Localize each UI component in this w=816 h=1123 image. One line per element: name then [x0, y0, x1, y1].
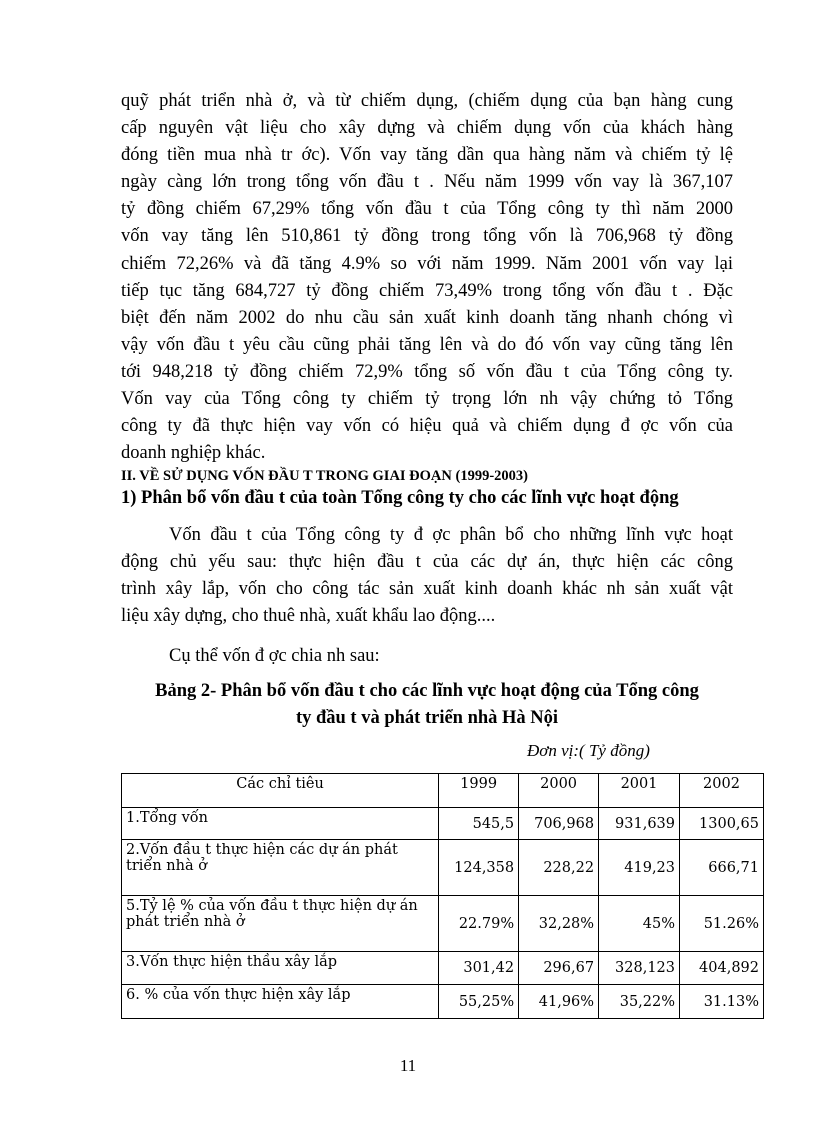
paragraph-capital-allocation — [121, 522, 733, 630]
text-line: quỹ phát triển nhà ở, và từ chiếm dụng, (chiếm dụng của bạn hàng cung — [121, 91, 733, 111]
text-line: chiếm 72,26% và đã tăng 4.9% so với năm 1999. Năm 2001 vốn vay lại — [121, 253, 733, 274]
value-cell: 31.13% — [680, 985, 764, 1019]
unit-label: Đơn vị:( Tỷ đồng) — [527, 741, 650, 760]
text-line: cấp nguyên vật liệu cho xây dựng và chiếm dụng vốn của khách hàng — [121, 118, 733, 139]
text-line: doanh nghiệp khác. — [121, 443, 266, 464]
table-row — [122, 896, 764, 952]
value-cell: 931,639 — [599, 808, 680, 840]
table-header-row — [122, 774, 764, 808]
table-row — [122, 808, 764, 840]
allocation-table — [121, 773, 764, 1019]
value-cell: 35,22% — [599, 985, 680, 1019]
text-line: đóng tiền mua nhà tr ớc). Vốn vay tăng dần qua hàng năm và chiếm tỷ lệ — [121, 145, 733, 166]
value-cell: 296,67 — [519, 952, 599, 985]
value-cell: 124,358 — [439, 840, 519, 896]
value-cell: 404,892 — [680, 952, 764, 985]
header-cell: 2002 — [680, 774, 764, 808]
value-cell: 1300,65 — [680, 808, 764, 840]
header-cell: 2000 — [519, 774, 599, 808]
text-line: động chủ yếu sau: thực hiện đầu t của các dự án, thực hiện các công — [121, 552, 733, 573]
row-label-cell: 1.Tổng vốn — [122, 808, 439, 840]
value-cell: 545,5 — [439, 808, 519, 840]
row-label-cell: 5.Tỷ lệ % của vốn đầu t thực hiện dự án phát triển nhà ở — [122, 896, 439, 952]
header-cell: 1999 — [439, 774, 519, 808]
text-line: vốn vay tăng lên 510,861 tỷ đồng trong tổng vốn là 706,968 tỷ đồng — [121, 226, 733, 247]
text-line: Vốn đầu t của Tổng công ty đ ợc phân bổ cho những lĩnh vực hoạt — [169, 525, 733, 545]
value-cell: 228,22 — [519, 840, 599, 896]
text-line: công ty đã thực hiện vay vốn có hiệu quả và chiếm dụng đ ợc vốn của — [121, 416, 733, 437]
header-cell: 2001 — [599, 774, 680, 808]
value-cell: 419,23 — [599, 840, 680, 896]
section-heading: II. VỀ SỬ DỤNG VỐN ĐẦU T TRONG GIAI ĐOẠN (1999-2003) — [121, 468, 528, 484]
text-line: biệt đến năm 2002 do nhu cầu sản xuất kinh doanh tăng nhanh chóng vì — [121, 307, 733, 328]
subsection-heading: 1) Phân bổ vốn đầu t của toàn Tổng công ty cho các lĩnh vực hoạt động — [121, 488, 679, 508]
value-cell: 301,42 — [439, 952, 519, 985]
value-cell: 51.26% — [680, 896, 764, 952]
header-cell: Các chỉ tiêu — [122, 774, 439, 808]
text-line: trình xây lắp, vốn cho công tác sản xuất kinh doanh khác nh sản xuất vật — [121, 579, 733, 600]
text-line: tới 948,218 tỷ đồng chiếm 72,9% tổng số vốn đầu t của Tổng công ty. — [121, 361, 733, 382]
paragraph-loan-capital — [121, 88, 733, 467]
row-label-cell: 2.Vốn đầu t thực hiện các dự án phát triển nhà ở — [122, 840, 439, 896]
value-cell: 45% — [599, 896, 680, 952]
text-line: Vốn vay của Tổng công ty chiếm tỷ trọng lớn nh vậy chứng tỏ Tổng — [121, 389, 733, 410]
table-row — [122, 952, 764, 985]
value-cell: 41,96% — [519, 985, 599, 1019]
table-caption-line: Bảng 2- Phân bổ vốn đầu t cho các lĩnh vực hoạt động của Tổng công — [155, 681, 699, 701]
value-cell: 22.79% — [439, 896, 519, 952]
value-cell: 32,28% — [519, 896, 599, 952]
value-cell: 328,123 — [599, 952, 680, 985]
text-line: ngày càng lớn trong tổng vốn đầu t . Nếu năm 1999 vốn vay là 367,107 — [121, 172, 733, 193]
text-line: tỷ đồng chiếm 67,29% tổng vốn đầu t của Tổng công ty thì năm 2000 — [121, 199, 733, 220]
paragraph-intro-table: Cụ thể vốn đ ợc chia nh sau: — [169, 646, 380, 666]
text-line: vậy vốn đầu t yêu cầu cũng phải tăng lên và do đó vốn vay cũng tăng lên — [121, 334, 733, 355]
page-number: 11 — [399, 1056, 417, 1075]
row-label-cell: 3.Vốn thực hiện thầu xây lắp — [122, 952, 439, 985]
table-row — [122, 840, 764, 896]
row-label-cell: 6. % của vốn thực hiện xây lắp — [122, 985, 439, 1019]
value-cell: 706,968 — [519, 808, 599, 840]
text-line: tiếp tục tăng 684,727 tỷ đồng chiếm 73,49% trong tổng vốn đầu t . Đặc — [121, 280, 733, 301]
table-caption-line: ty đầu t và phát triển nhà Hà Nội — [295, 708, 559, 728]
value-cell: 55,25% — [439, 985, 519, 1019]
table-row — [122, 985, 764, 1019]
value-cell: 666,71 — [680, 840, 764, 896]
text-line: liệu xây dựng, cho thuê nhà, xuất khẩu lao động.... — [121, 606, 496, 627]
table-caption — [121, 678, 733, 732]
